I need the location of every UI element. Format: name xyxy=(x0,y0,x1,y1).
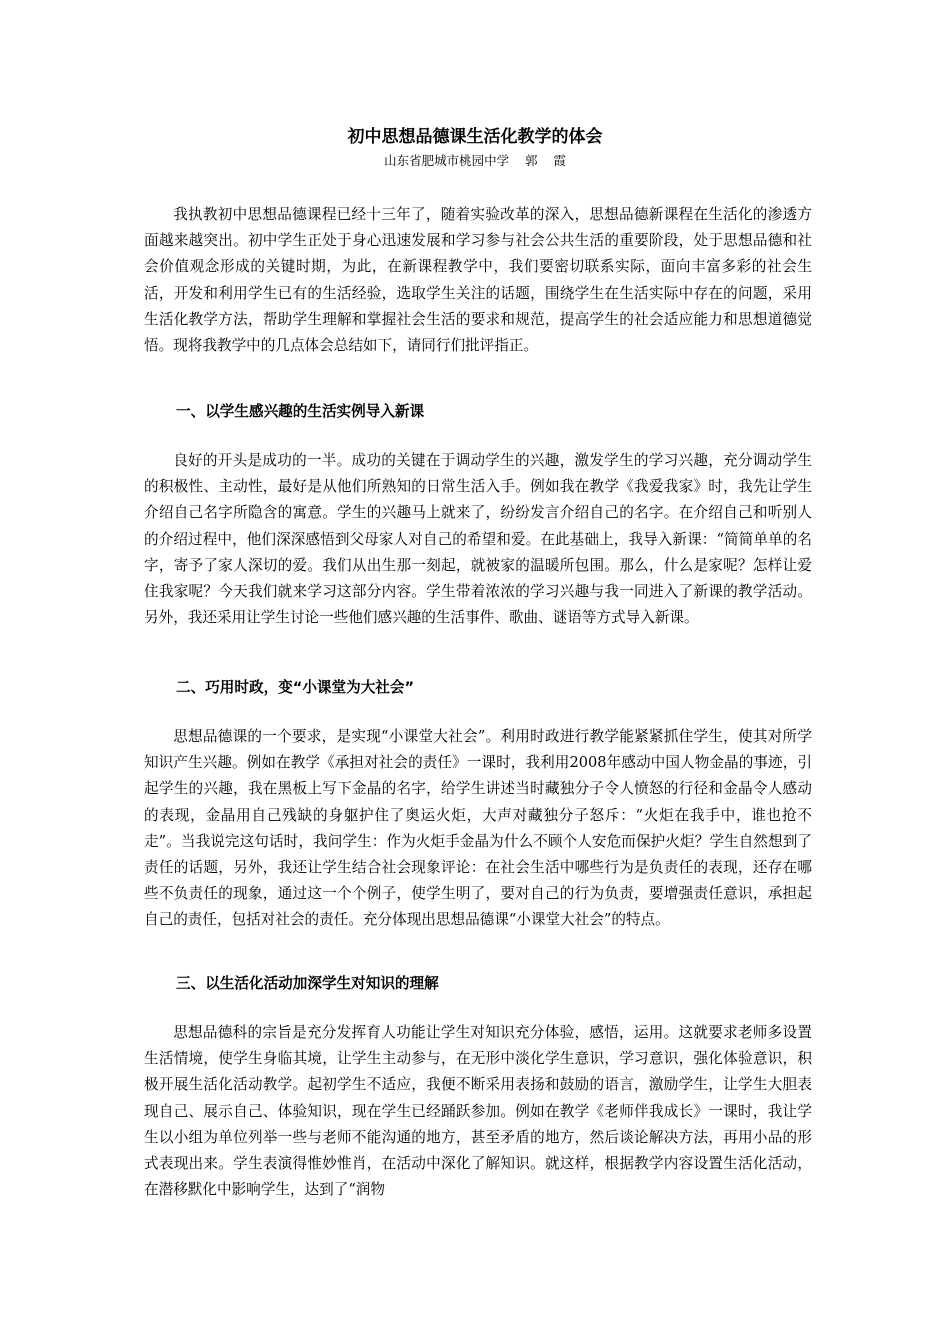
document-title: 初中思想品德课生活化教学的体会 xyxy=(347,127,603,147)
intro-paragraph: 我执教初中思想品德课程已经十三年了，随着实验改革的深入，思想品德新课程在生活化的渗透方面越来越突出。初中学生正处于身心迅速发展和学习参与社会公共生活的重要阶段，处于思想品德和社会价值观念形成的关键时期，为此，在新课程教学中，我们要密切联系实际，面向丰富多彩的社会生活，开发和利用学生已有的生活经验，选取学生关注的话题，围绕学生在生活实际中存在的问题，采用生活化教学方法，帮助学生理解和掌握社会生活的要求和规范，提高学生的社会适应能力和思想道德觉悟。现将我教学中的几点体会总结如下，请同行们批评指正。 xyxy=(144,206,812,355)
author-byline: 山东省肥城市桃园中学 郭 霞 xyxy=(384,153,566,168)
section-heading-1: 一、以学生感兴趣的生活实例导入新课 xyxy=(176,403,425,420)
section-heading-2: 二、巧用时政，变“小课堂为大社会” xyxy=(176,679,415,696)
section-1-paragraph: 良好的开头是成功的一半。成功的关键在于调动学生的兴趣，激发学生的学习兴趣，充分调动学生的积极性、主动性，最好是从他们所熟知的日常生活入手。例如我在教学《我爱我家》时，我先让学生介绍自己名字所隐含的寓意。学生的兴趣马上就来了，纷纷发言介绍自己的名字。在介绍自己和听别人的介绍过程中，他们深深感悟到父母家人对自己的希望和爱。在此基础上，我导入新课：“简简单单的名字，寄予了家人深切的爱。我们从出生那一刻起，就被家的温暖所包围。那么，什么是家呢？怎样让爱住我家呢？今天我们就来学习这部分内容。学生带着浓浓的学习兴趣与我一同进入了新课的教学活动。另外，我还采用让学生讨论一些他们感兴趣的生活事件、歌曲、谜语等方式导入新课。 xyxy=(144,452,812,627)
section-2-paragraph: 思想品德课的一个要求，是实现“小课堂大社会”。利用时政进行教学能紧紧抓住学生，使其对所学知识产生兴趣。例如在教学《承担对社会的责任》一课时，我利用2008年感动中国人物金晶的事迹，引起学生的兴趣，我在黑板上写下金晶的名字，给学生讲述当时藏独分子令人愤怒的行径和金晶令人感动的表现，金晶用自己残缺的身躯护住了奥运火炬，大声对藏独分子怒斥：“火炬在我手中，谁也抢不走”。当我说完这句话时，我问学生：作为火炬手金晶为什么不顾个人安危而保护火炬？学生自然想到了责任的话题，另外，我还让学生结合社会现象评论：在社会生活中哪些行为是负责任的表现，还存在哪些不负责任的现象，通过这一个个例子，使学生明了，要对自己的行为负责，要增强责任意识，承担起自己的责任，包括对社会的责任。充分体现出思想品德课“小课堂大社会”的特点。 xyxy=(144,728,812,929)
section-heading-3: 三、以生活化活动加深学生对知识的理解 xyxy=(176,975,439,992)
section-3-paragraph: 思想品德科的宗旨是充分发挥育人功能让学生对知识充分体验，感悟，运用。这就要求老师多设置生活情境，使学生身临其境，让学生主动参与，在无形中淡化学生意识，学习意识，强化体验意识，积极开展生活化活动教学。起初学生不适应，我便不断采用表扬和鼓励的语言，激励学生，让学生大胆表现自己、展示自己、体验知识，现在学生已经踊跃参加。例如在教学《老师伴我成长》一课时，我让学生以小组为单位列举一些与老师不能沟通的地方，甚至矛盾的地方，然后谈论解决方法，再用小品的形式表现出来。学生表演得惟妙惟肖，在活动中深化了解知识。就这样，根据教学内容设置生活化活动，在潜移默化中影响学生，达到了“润物 xyxy=(144,1024,812,1199)
